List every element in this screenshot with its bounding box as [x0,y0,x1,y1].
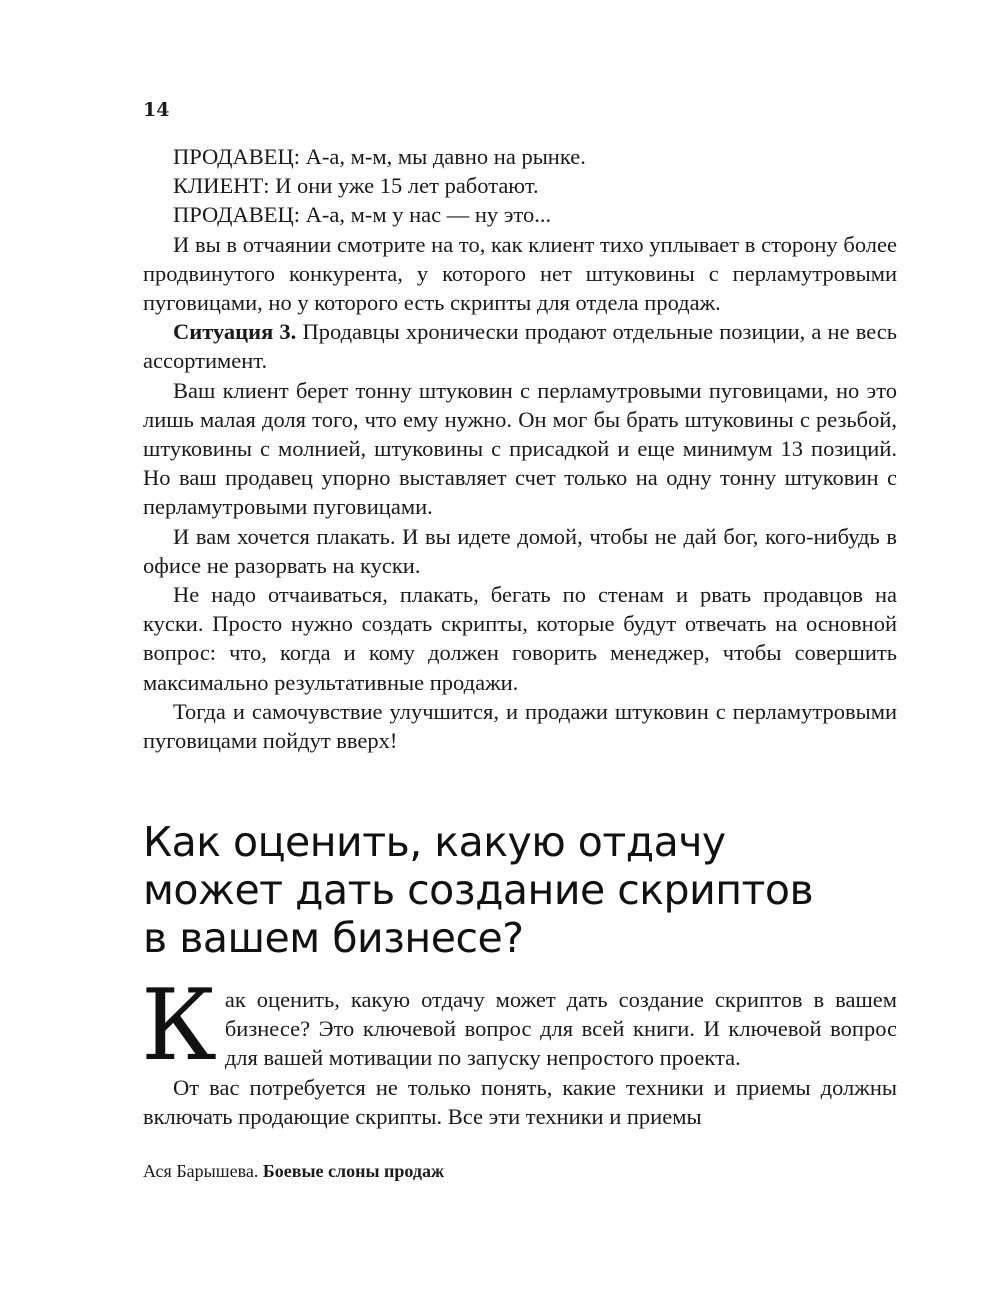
body-text-top [143,142,897,755]
drop-cap-letter: К [141,969,217,1083]
situation-label: Ситуация 3. [173,319,297,345]
paragraph: Тогда и самочувствие улучшится, и продажи штуковин с перламутровыми пуговицами пойдут вверх! [143,698,897,754]
chapter-title [143,818,903,962]
body-text-bottom [141,969,897,1131]
paragraph: И вам хочется плакать. И вы идете домой, чтобы не дай бог, кого-нибудь в офисе не разорвать на куски. [143,523,897,578]
footer-book-title: Боевые слоны продаж [262,1161,445,1181]
dialogue-line: ПРОДАВЕЦ: А-а, м-м, мы давно на рынке. [173,144,586,169]
paragraph: Не надо отчаиваться, плакать, бегать по стенам и рвать продавцов на куски. Просто нужно создать скрипты, которые будут отвечать на основной вопрос: что, когда и кому должен говорить менеджер, чтобы совершить максимально результативные продажи. [143,582,897,695]
dropcap-paragraph-text: ак оценить, какую отдачу может дать создание скриптов в вашем бизнесе? Это ключевой вопрос для всей книги. И ключевой вопрос для вашей мотивации по запуску непростого проекта. [224,987,897,1071]
running-footer [143,1160,444,1182]
dialogue-line: КЛИЕНТ: И они уже 15 лет работают. [173,173,539,199]
footer-author: Ася Барышева. [143,1161,259,1181]
paragraph: Ваш клиент берет тонну штуковин с перламутровыми пуговицами, но это лишь малая доля того, что ему нужно. Он мог бы брать штуковины с резьбой, штуковины с молнией, штуковины с присадкой и еще минимум 13 позиций. Но ваш продавец упорно выставляет счет только на одну тонну штуковин с перламутровыми пуговицами. [143,377,897,520]
paragraph: От вас потребуется не только понять, какие техники и приемы должны включать продающие скрипты. Все эти техники и приемы [143,1074,897,1129]
dialogue-line: ПРОДАВЕЦ: А-а, м-м у нас — ну это... [173,202,552,228]
chapter-title-line: в вашем бизнесе? [143,914,524,962]
situation-text: Продавцы хронически продают отдельные позиции, а не весь ассортимент. [143,319,897,374]
chapter-title-line: может дать создание скриптов [143,866,814,914]
paragraph-situation-3 [143,317,897,375]
dropcap-paragraph [141,969,897,1083]
chapter-title-line: Как оценить, какую отдачу [143,818,726,866]
page-number: 14 [143,99,170,121]
paragraph: И вы в отчаянии смотрите на то, как клиент тихо уплывает в сторону более продвинутого конкурента, у которого нет штуковины с перламутровыми пуговицами, но у которого есть скрипты для отдела продаж. [143,231,897,316]
